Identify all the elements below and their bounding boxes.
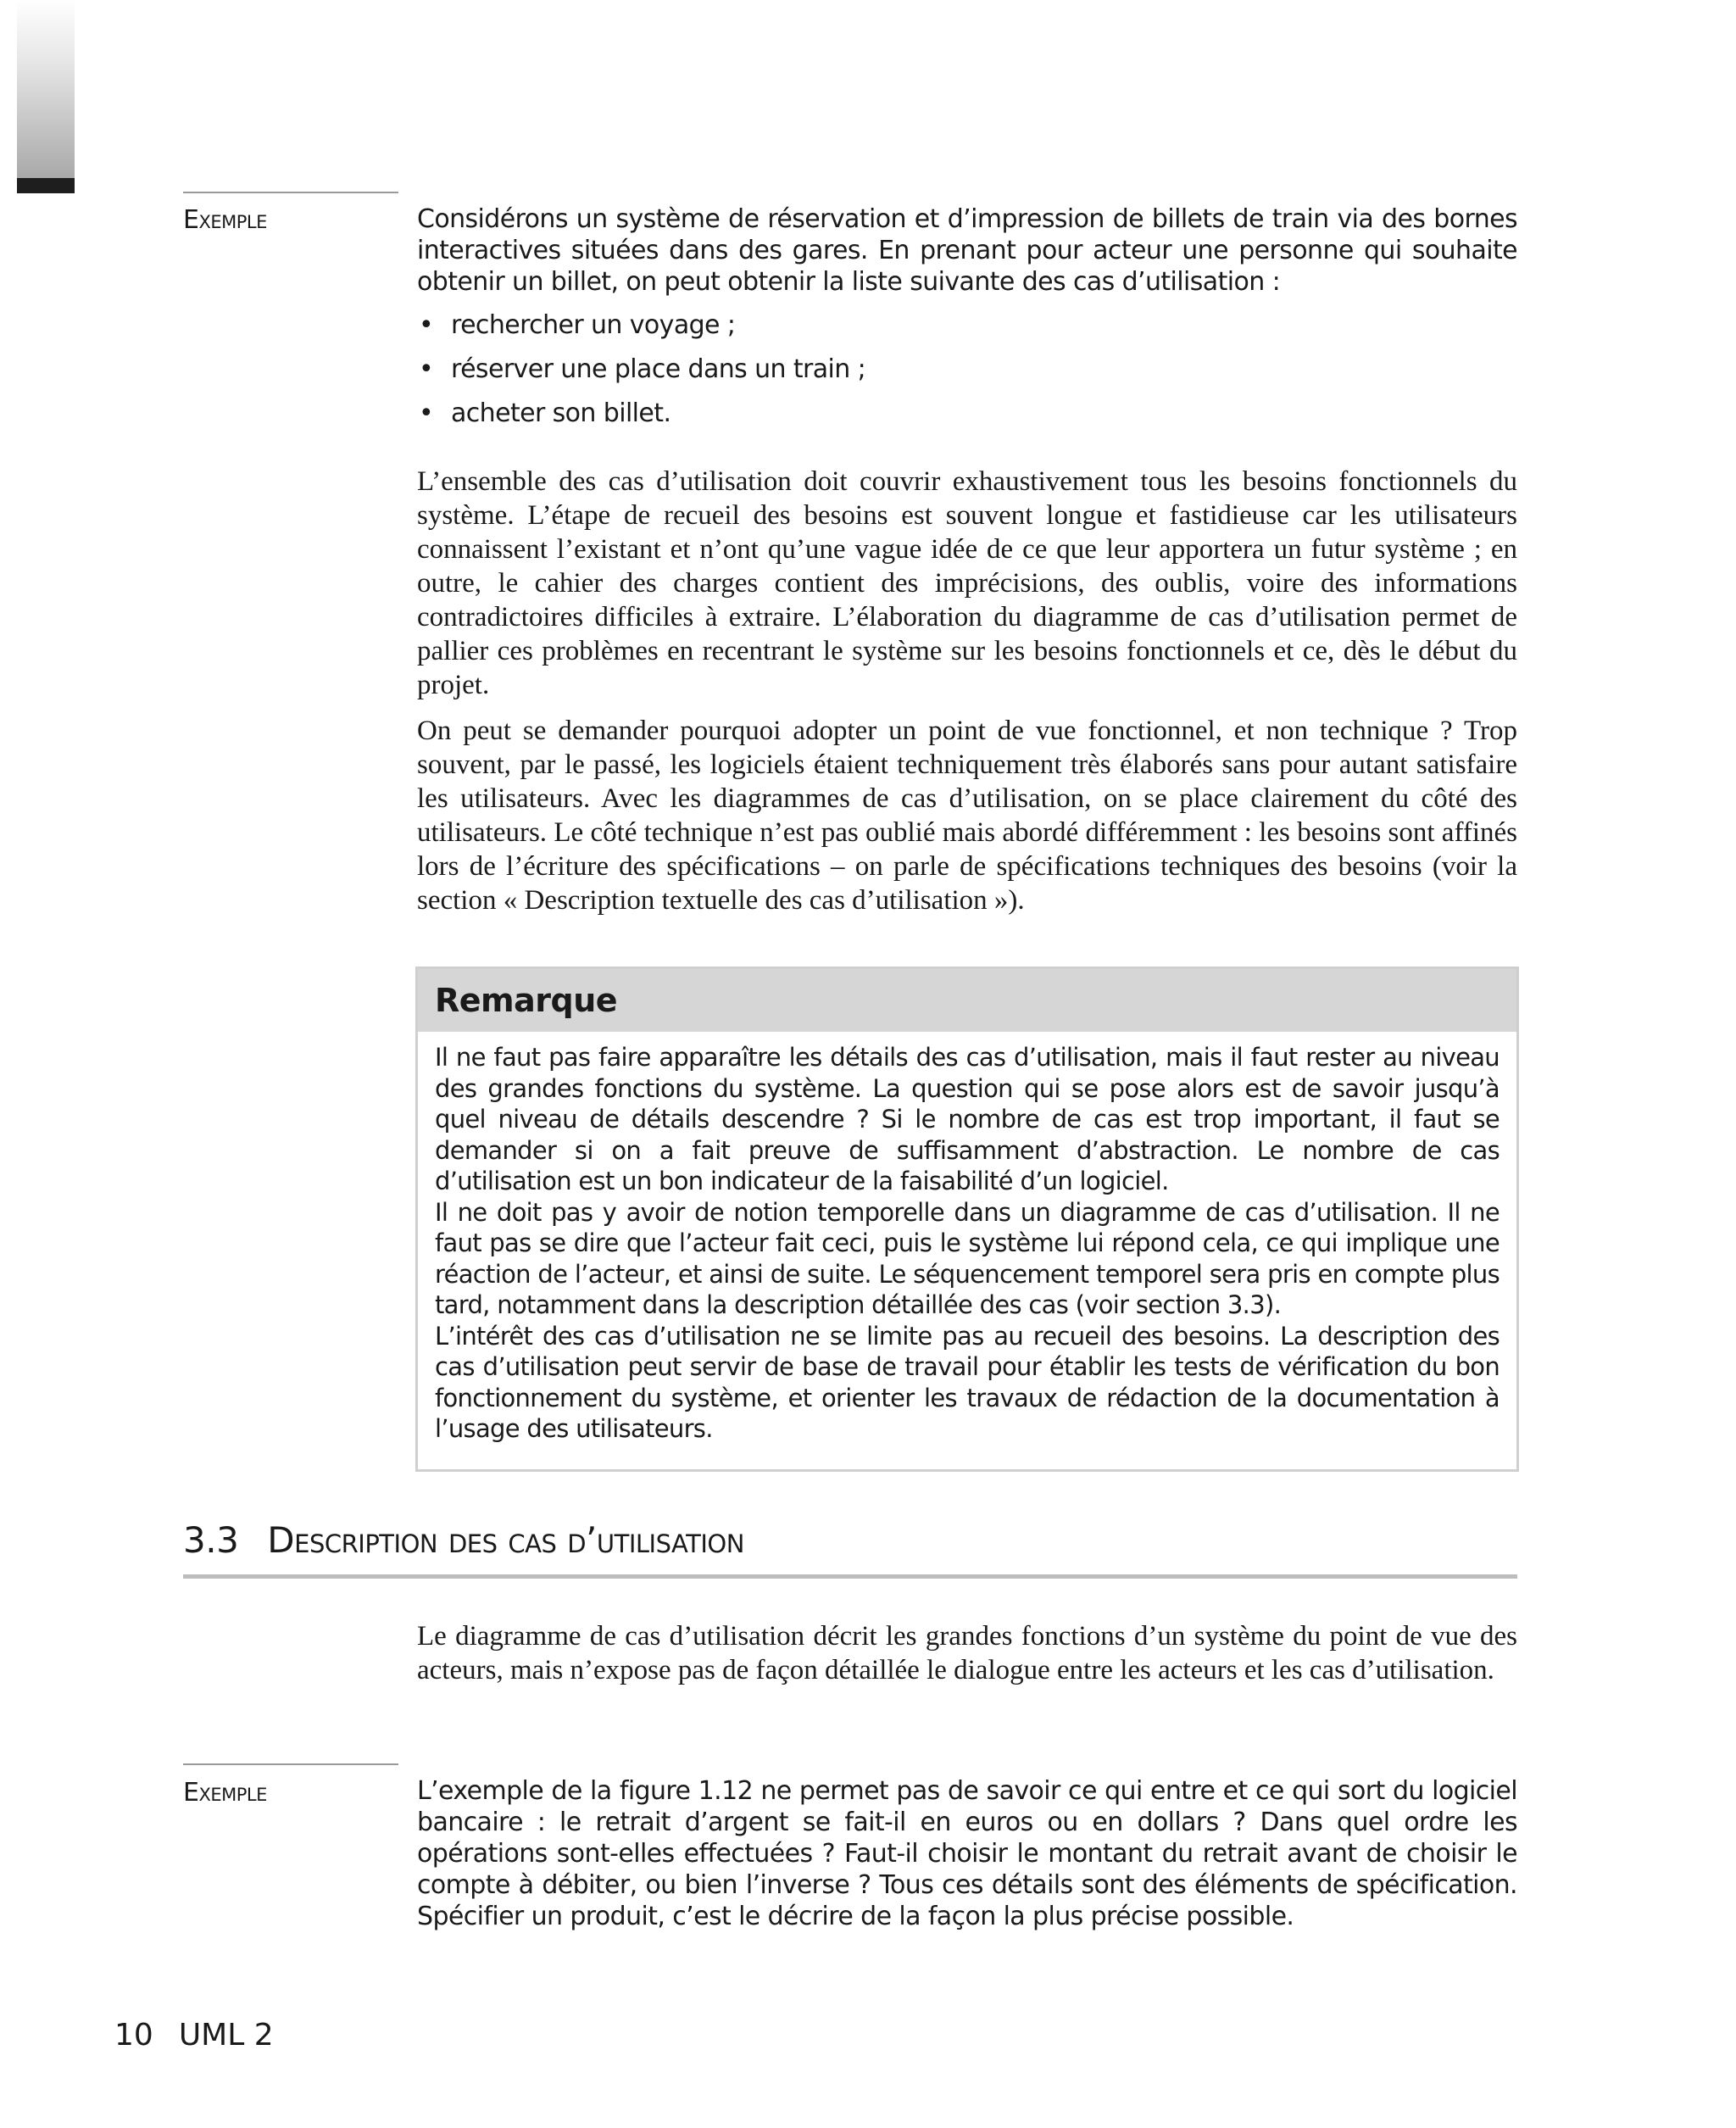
page-number: 10	[114, 2018, 153, 2053]
remark-paragraph-3: L’intérêt des cas d’utilisation ne se limite pas au recueil des besoins. La description des cas d’utilisation peut servir de base de travail pour établir les tests de vérification du bon fonctionnement du système, et orienter les travaux de rédaction de la documentation à l’usage des utilisateurs.	[435, 1321, 1500, 1443]
example-rule-2	[183, 1763, 398, 1765]
section-number: 3.3	[183, 1519, 239, 1561]
chapter-thumb-tab-marker	[17, 178, 75, 193]
chapter-thumb-tab	[17, 0, 75, 178]
remark-title: Remarque	[418, 969, 1516, 1032]
section-title: Description des cas d’utilisation	[267, 1519, 744, 1561]
example-rule-1	[183, 192, 398, 193]
body-paragraph-2: On peut se demander pourquoi adopter un point de vue fonctionnel, et non technique ? Trop souvent, par le passé, les logiciels étaient techniquement très élaborés sans pour autant satisfaire les utilisateurs. Avec les diagrammes de cas d’utilisation, on se place clairement du côté des utilisateurs. Le côté technique n’est pas oublié mais abordé différemment : les besoins sont affinés lors de l’écriture des spécifications – on parle de spécifications techniques des besoins (voir la section « Description textuelle des cas d’utilisation »).	[417, 716, 1517, 916]
section-paragraph: Le diagramme de cas d’utilisation décrit les grandes fonctions d’un système du point de vue des acteurs, mais n’expose pas de façon détaillée le dialogue entre les acteurs et les cas d’utilisation.	[417, 1621, 1517, 1685]
example-1-content	[417, 203, 1517, 442]
use-case-list	[417, 309, 1517, 429]
section-heading	[183, 1519, 1517, 1561]
example-label-1: Exemple	[183, 205, 267, 235]
body-paragraph-1: L’ensemble des cas d’utilisation doit couvrir exhaustivement tous les besoins fonctionnels du système. L’étape de recueil des besoins est souvent longue et fastidieuse car les utilisateurs connaissent l’existant et n’ont qu’une vague idée de ce que leur apportera un futur système ; en outre, le cahier des charges contient des imprécisions, des oublis, voire des informations contradictoires difficiles à extraire. L’élaboration du diagramme de cas d’utilisation permet de pallier ces problèmes en recentrant le système sur les besoins fonctionnels et ce, dès le début du projet.	[417, 466, 1517, 700]
list-item: • rechercher un voyage ;	[417, 309, 1517, 341]
remark-body	[418, 1032, 1516, 1445]
list-item: • acheter son billet.	[417, 398, 1517, 429]
section-intro	[417, 1619, 1517, 1699]
example-1-intro: Considérons un système de réservation et d’impression de billets de train via des bornes interactives situées dans des gares. En prenant pour acteur une personne qui souhaite obtenir un billet, on peut obtenir la liste suivante des cas d’utilisation :	[417, 204, 1517, 297]
example-2-text: L’exemple de la figure 1.12 ne permet pas de savoir ce qui entre et ce qui sort du logiciel bancaire : le retrait d’argent se fait-il en euros ou en dollars ? Dans quel ordre les opérations sont-elles effectuées ? Faut-il choisir le montant du retrait avant de choisir le compte à débiter, ou bien l’inverse ? Tous ces détails sont des éléments de spécification. Spécifier un produit, c’est le décrire de la façon la plus précise possible.	[417, 1776, 1517, 1931]
section-rule	[183, 1574, 1517, 1579]
body-text	[417, 465, 1517, 929]
remark-paragraph-2: Il ne doit pas y avoir de notion temporelle dans un diagramme de cas d’utilisation. Il ne faut pas se dire que l’acteur fait ceci, puis le système lui répond cela, ce qui implique une réaction de l’acteur, et ainsi de suite. Le séquencement temporel sera pris en compte plus tard, notamment dans la description détaillée des cas (voir section 3.3).	[435, 1197, 1500, 1319]
book-title: UML 2	[178, 2018, 274, 2053]
remark-paragraph-1: Il ne faut pas faire apparaître les détails des cas d’utilisation, mais il faut rester au niveau des grandes fonctions du système. La question qui se pose alors est de savoir jusqu’à quel niveau de détails descendre ? Si le nombre de cas est trop important, il faut se demander si on a fait preuve de suffisamment d’abstraction. Le nombre de cas d’utilisation est un bon indicateur de la faisabilité d’un logiciel.	[435, 1043, 1500, 1195]
example-label-2: Exemple	[183, 1778, 267, 1808]
remark-box	[415, 967, 1519, 1472]
list-item: • réserver une place dans un train ;	[417, 354, 1517, 385]
example-2-content	[417, 1775, 1517, 1932]
page-footer	[114, 2018, 274, 2053]
